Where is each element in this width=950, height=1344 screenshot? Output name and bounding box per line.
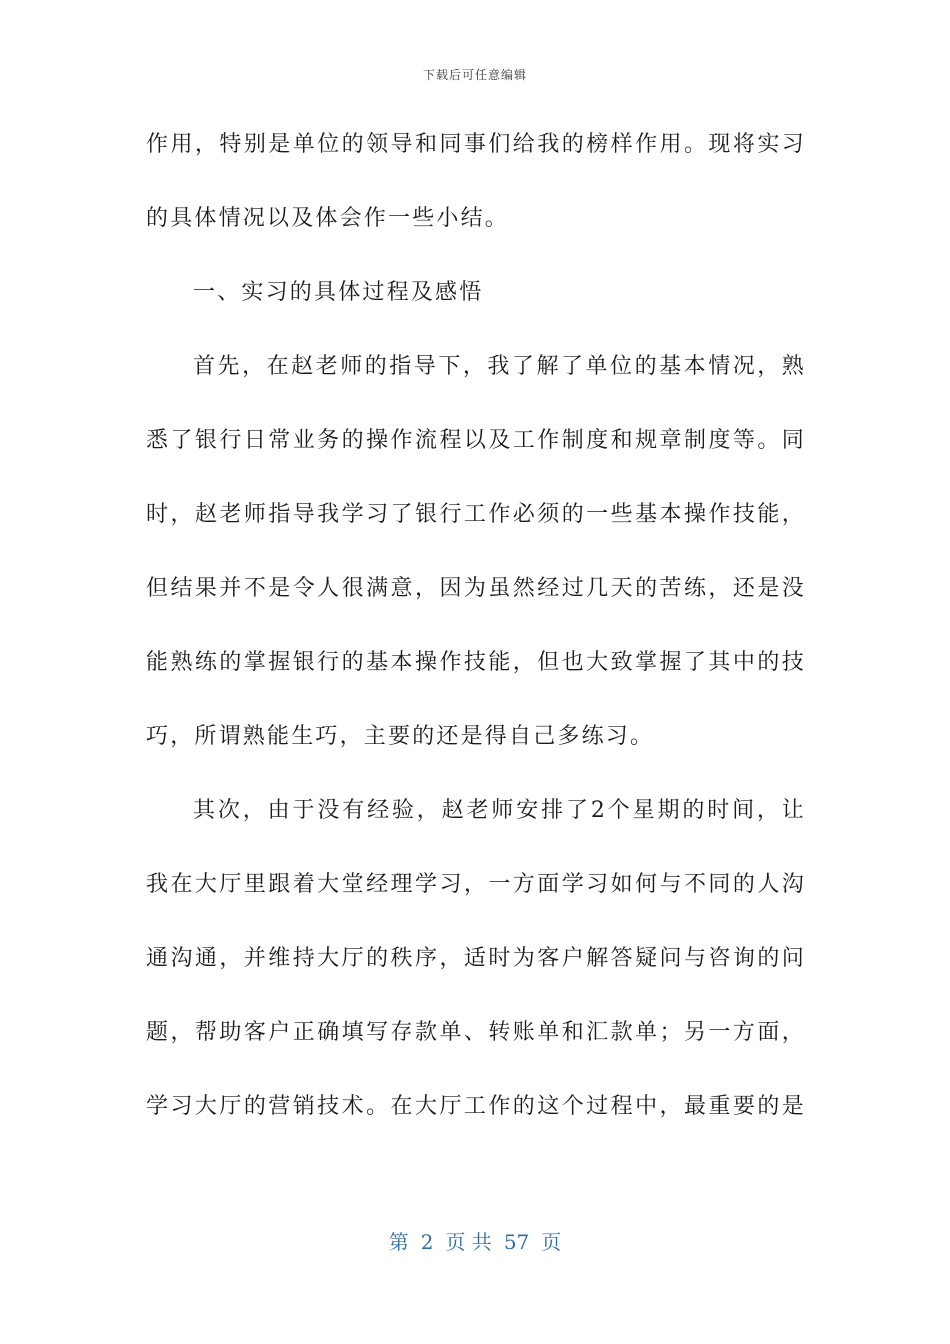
paragraph-line: 首先，在赵老师的指导下，我了解了单位的基本情况，熟: [193, 354, 806, 379]
paragraph-line: 悉了银行日常业务的操作流程以及工作制度和规章制度等。同: [146, 428, 806, 453]
paragraph-line: 作用，特别是单位的领导和同事们给我的榜样作用。现将实习: [146, 132, 806, 157]
footer-prefix: 第: [388, 1230, 409, 1254]
document-body: [146, 124, 806, 1160]
current-page-number: 2: [420, 1230, 434, 1254]
paragraph-line: 题，帮助客户正确填写存款单、转账单和汇款单；另一方面，: [146, 1020, 806, 1045]
paragraph-line: 巧，所谓熟能生巧，主要的还是得自己多练习。: [146, 724, 655, 749]
paragraph-line: 我在大厅里跟着大堂经理学习，一方面学习如何与不同的人沟: [146, 872, 806, 897]
section-heading: 一、实习的具体过程及感悟: [193, 280, 484, 305]
paragraph-line: 时，赵老师指导我学习了银行工作必须的一些基本操作技能，: [146, 502, 806, 527]
paragraph-line: 其次，由于没有经验，赵老师安排了2个星期的时间，让: [193, 798, 806, 823]
total-page-count: 57: [503, 1230, 530, 1254]
page-number-footer: [0, 1226, 950, 1255]
footer-mid: 页 共: [445, 1230, 492, 1254]
paragraph-line: 通沟通，并维持大厅的秩序，适时为客户解答疑问与咨询的问: [146, 946, 806, 971]
paragraph-line: 能熟练的掌握银行的基本操作技能，但也大致掌握了其中的技: [146, 650, 806, 675]
header-note: 下载后可任意编辑: [422, 68, 527, 82]
footer-suffix: 页: [541, 1230, 562, 1254]
paragraph-line: 的具体情况以及体会作一些小结。: [146, 206, 510, 231]
paragraph-line: 学习大厅的营销技术。在大厅工作的这个过程中，最重要的是: [146, 1094, 806, 1119]
paragraph-line: 但结果并不是令人很满意，因为虽然经过几天的苦练，还是没: [146, 576, 806, 601]
